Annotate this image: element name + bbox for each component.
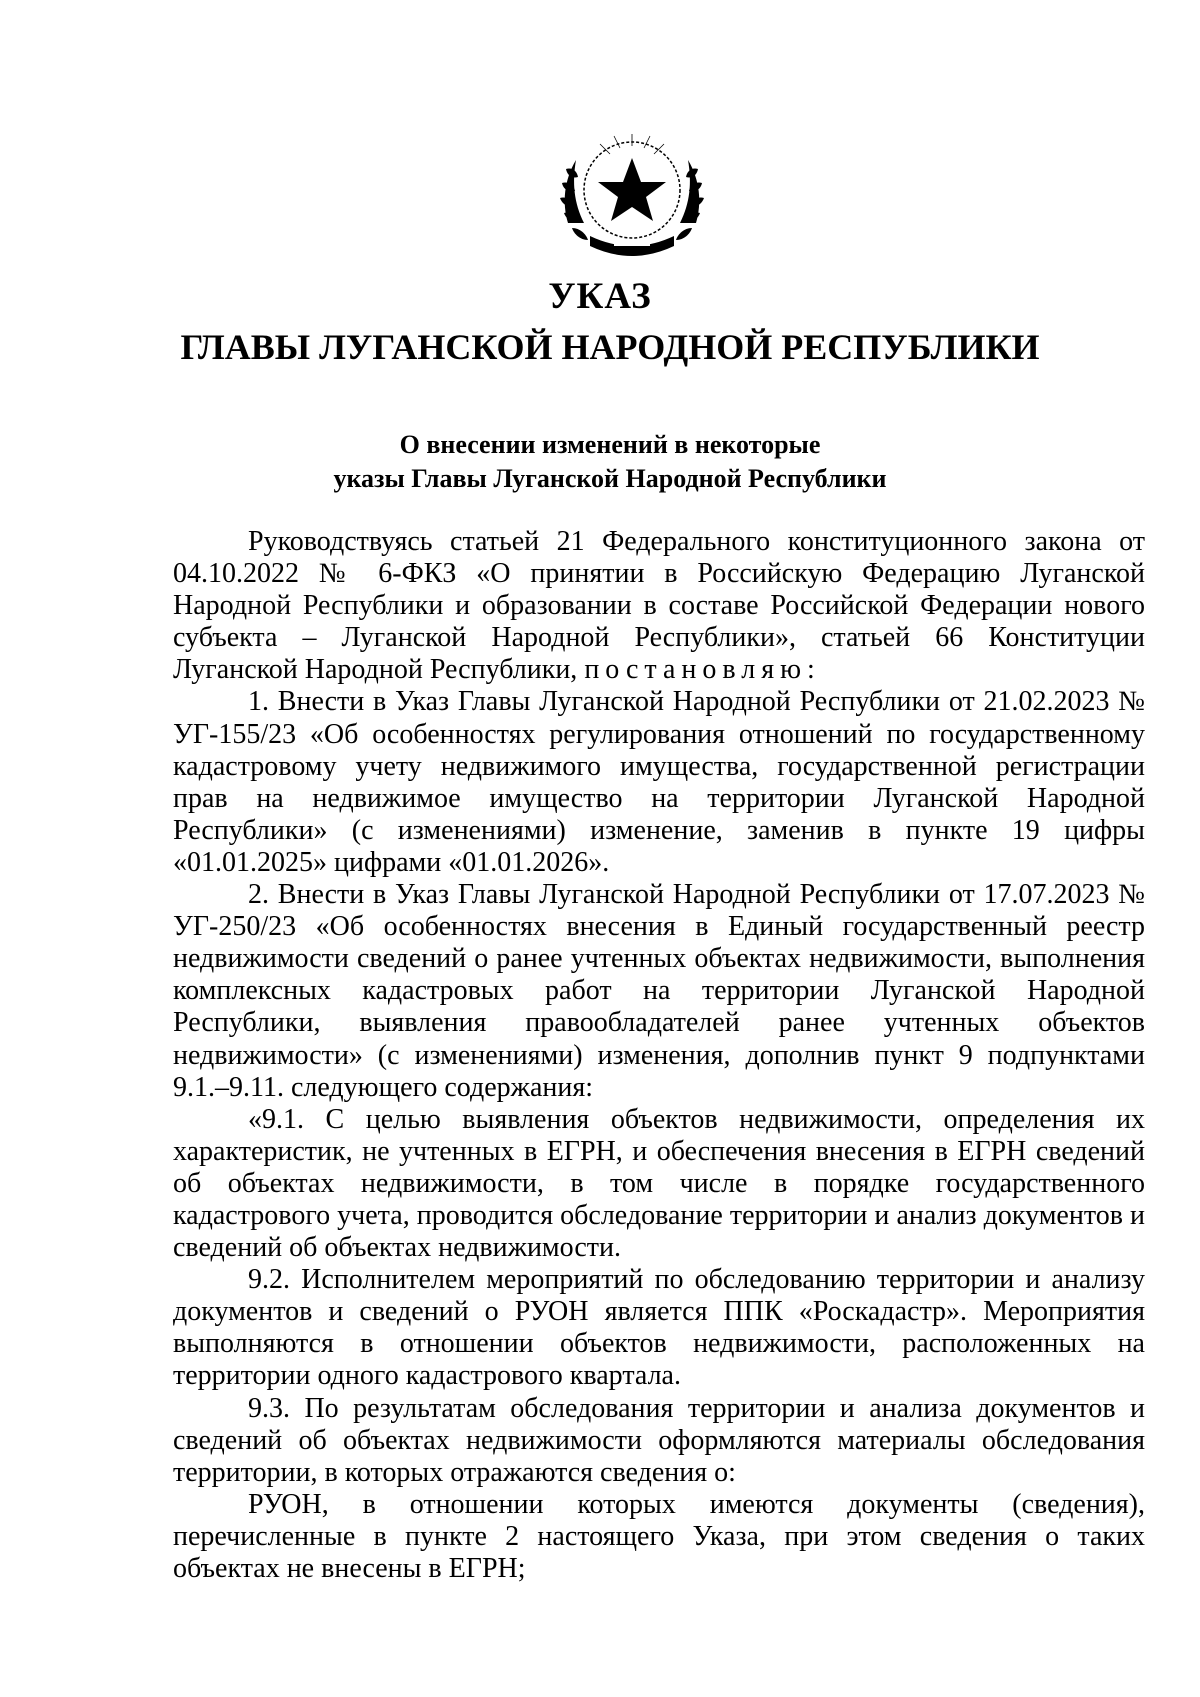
document-issuer: ГЛАВЫ ЛУГАНСКОЙ НАРОДНОЙ РЕСПУБЛИКИ (180, 327, 1040, 367)
paragraph-9-3: 9.3. По результатам обследования территории и анализа документов и сведений об объектах недвижимости оформляются материалы обследования территории, в которых отражаются сведения о: (173, 1392, 1145, 1488)
paragraph-item-1: 1. Внести в Указ Главы Луганской Народной Республики от 21.02.2023 № УГ-155/23 «Об особенностях регулирования отношений по государственному кадастровому учету недвижимого имущества, государственной регистрации прав на недвижимое имущество на территории Луганской Народной Республики» (с изменениями) изменение, заменив в пункте 19 цифры «01.01.2025» цифрами «01.01.2026». (173, 686, 1145, 878)
subject-line-1: О внесении изменений в некоторые (399, 430, 821, 459)
document-body (173, 526, 1145, 1585)
paragraph-item-2: 2. Внести в Указ Главы Луганской Народной Республики от 17.07.2023 № УГ-250/23 «Об особенностях внесения в Единый государственный реестр недвижимости сведений о ранее учтенных объектах недвижимости, выполнения комплексных кадастровых работ на территории Луганской Народной Республики, выявления правообладателей ранее учтенных объектов недвижимости» (с изменениями) изменения, дополнив пункт 9 подпунктами 9.1.–9.11. следующего содержания: (173, 879, 1145, 1103)
decree-subject (0, 428, 1200, 496)
paragraph-ruon: РУОН, в отношении которых имеются документы (сведения), перечисленные в пункте 2 настоящего Указа, при этом сведения о таких объектах не внесены в ЕГРН; (173, 1488, 1145, 1584)
preamble-text: Руководствуясь статьей 21 Федерального конституционного закона от 04.10.2022 № 6-ФКЗ «О принятии в Российскую Федерацию Луганской Народной Республики и образовании в составе Российской Федерации нового субъекта – Луганской Народной Республики», статьей 66 Конституции Луганской Народной Республики, (173, 526, 1145, 686)
resolution-word: постановляю (584, 654, 808, 686)
coat-of-arms-icon (550, 128, 715, 266)
subject-line-2: указы Главы Луганской Народной Республики (333, 464, 887, 493)
paragraph-9-1: «9.1. С целью выявления объектов недвижимости, определения их характеристик, не учтенных в ЕГРН, и обеспечения внесения в ЕГРН сведений об объектах недвижимости, в том числе в порядке государственного кадастрового учета, проводится обследование территории и анализ документов и сведений об объектах недвижимости. (173, 1103, 1145, 1264)
document-title: УКАЗ (548, 276, 652, 317)
paragraph-preamble (173, 526, 1145, 686)
preamble-end: : (807, 654, 815, 686)
paragraph-9-2: 9.2. Исполнителем мероприятий по обследованию территории и анализу документов и сведений о РУОН является ППК «Роскадастр». Мероприятия выполняются в отношении объектов недвижимости, расположенных на территории одного кадастрового квартала. (173, 1264, 1145, 1392)
decree-heading (0, 272, 1200, 372)
